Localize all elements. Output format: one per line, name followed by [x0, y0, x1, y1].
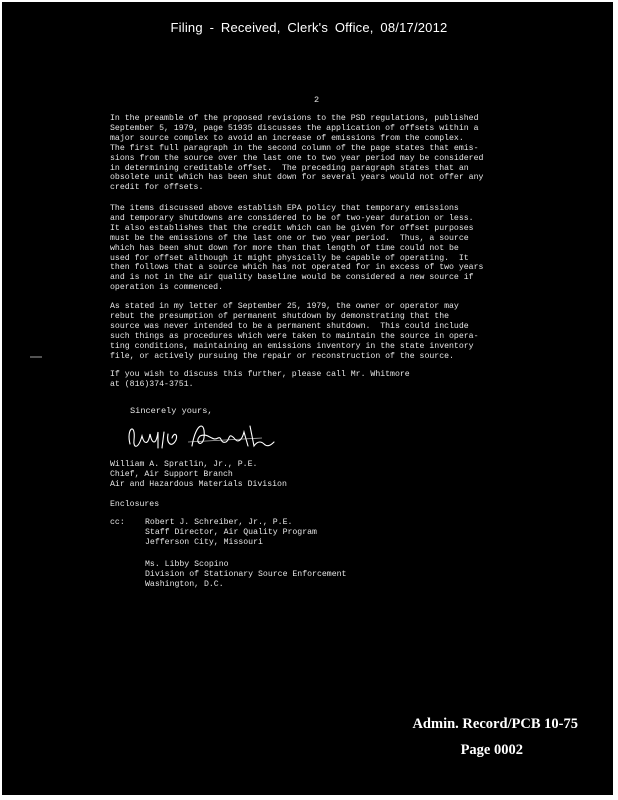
enclosures-label: Enclosures	[110, 500, 160, 509]
letter-paragraph-2: The items discussed above establish EPA policy that temporary emissions and temporary shutdowns are considered to be of two-year duration or less. It also establishes that the credit which can be given for offset purposes must be the emissions of the last one or two year period. Thus, a source which has been shut down for more than that length of time could not be used for offset although it might physically be capable of operating. It then follows that a source which has not operated for in excess of two years and is not in the air quality baseline would be considered a new source if operation is commenced.	[110, 204, 484, 293]
letter-paragraph-1: In the preamble of the proposed revisions to the PSD regulations, published September 5, 1979, page 51935 discusses the application of offsets within a major source complex to avoid an increase of emissions from the complex. The first full paragraph in the second column of the page states that emis- sions from the source over the last one to two year period may be considered in determining creditable offset. The preceding paragraph states that an obsolete unit which has been shut down for several years would not offer any credit for offsets.	[110, 114, 484, 193]
cc-recipient-1: Robert J. Schreiber, Jr., P.E. Staff Director, Air Quality Program Jefferson City, Missouri	[145, 518, 317, 547]
admin-record-label: Admin. Record/PCB 10-75	[412, 716, 578, 732]
letter-paragraph-4: If you wish to discuss this further, please call Mr. Whitmore at (816)374-3751.	[110, 370, 410, 389]
letter-page-number: 2	[314, 95, 320, 105]
page-number-stamp: Page 0002	[460, 742, 523, 758]
signature-block: William A. Spratlin, Jr., P.E. Chief, Air Support Branch Air and Hazardous Materials Division	[110, 460, 287, 489]
handwritten-signature	[122, 414, 282, 458]
scan-artifact	[30, 356, 42, 358]
letter-paragraph-3: As stated in my letter of September 25, 1979, the owner or operator may rebut the presumption of permanent shutdown by demonstrating that the source was never intended to be a permanent shutdown. This could include such things as procedures which were taken to maintain the source in opera- ting conditions, maintaining an emissions inventory in the state inventory file, or actively pursuing the repair or reconstruction of the source.	[110, 302, 479, 361]
closing-line: Sincerely yours,	[130, 406, 213, 416]
cc-label: cc:	[110, 518, 125, 527]
filing-header: Filing - Received, Clerk's Office, 08/17/2012	[170, 20, 448, 35]
cc-recipient-2: Ms. Libby Scopino Division of Stationary Source Enforcement Washington, D.C.	[145, 560, 347, 589]
